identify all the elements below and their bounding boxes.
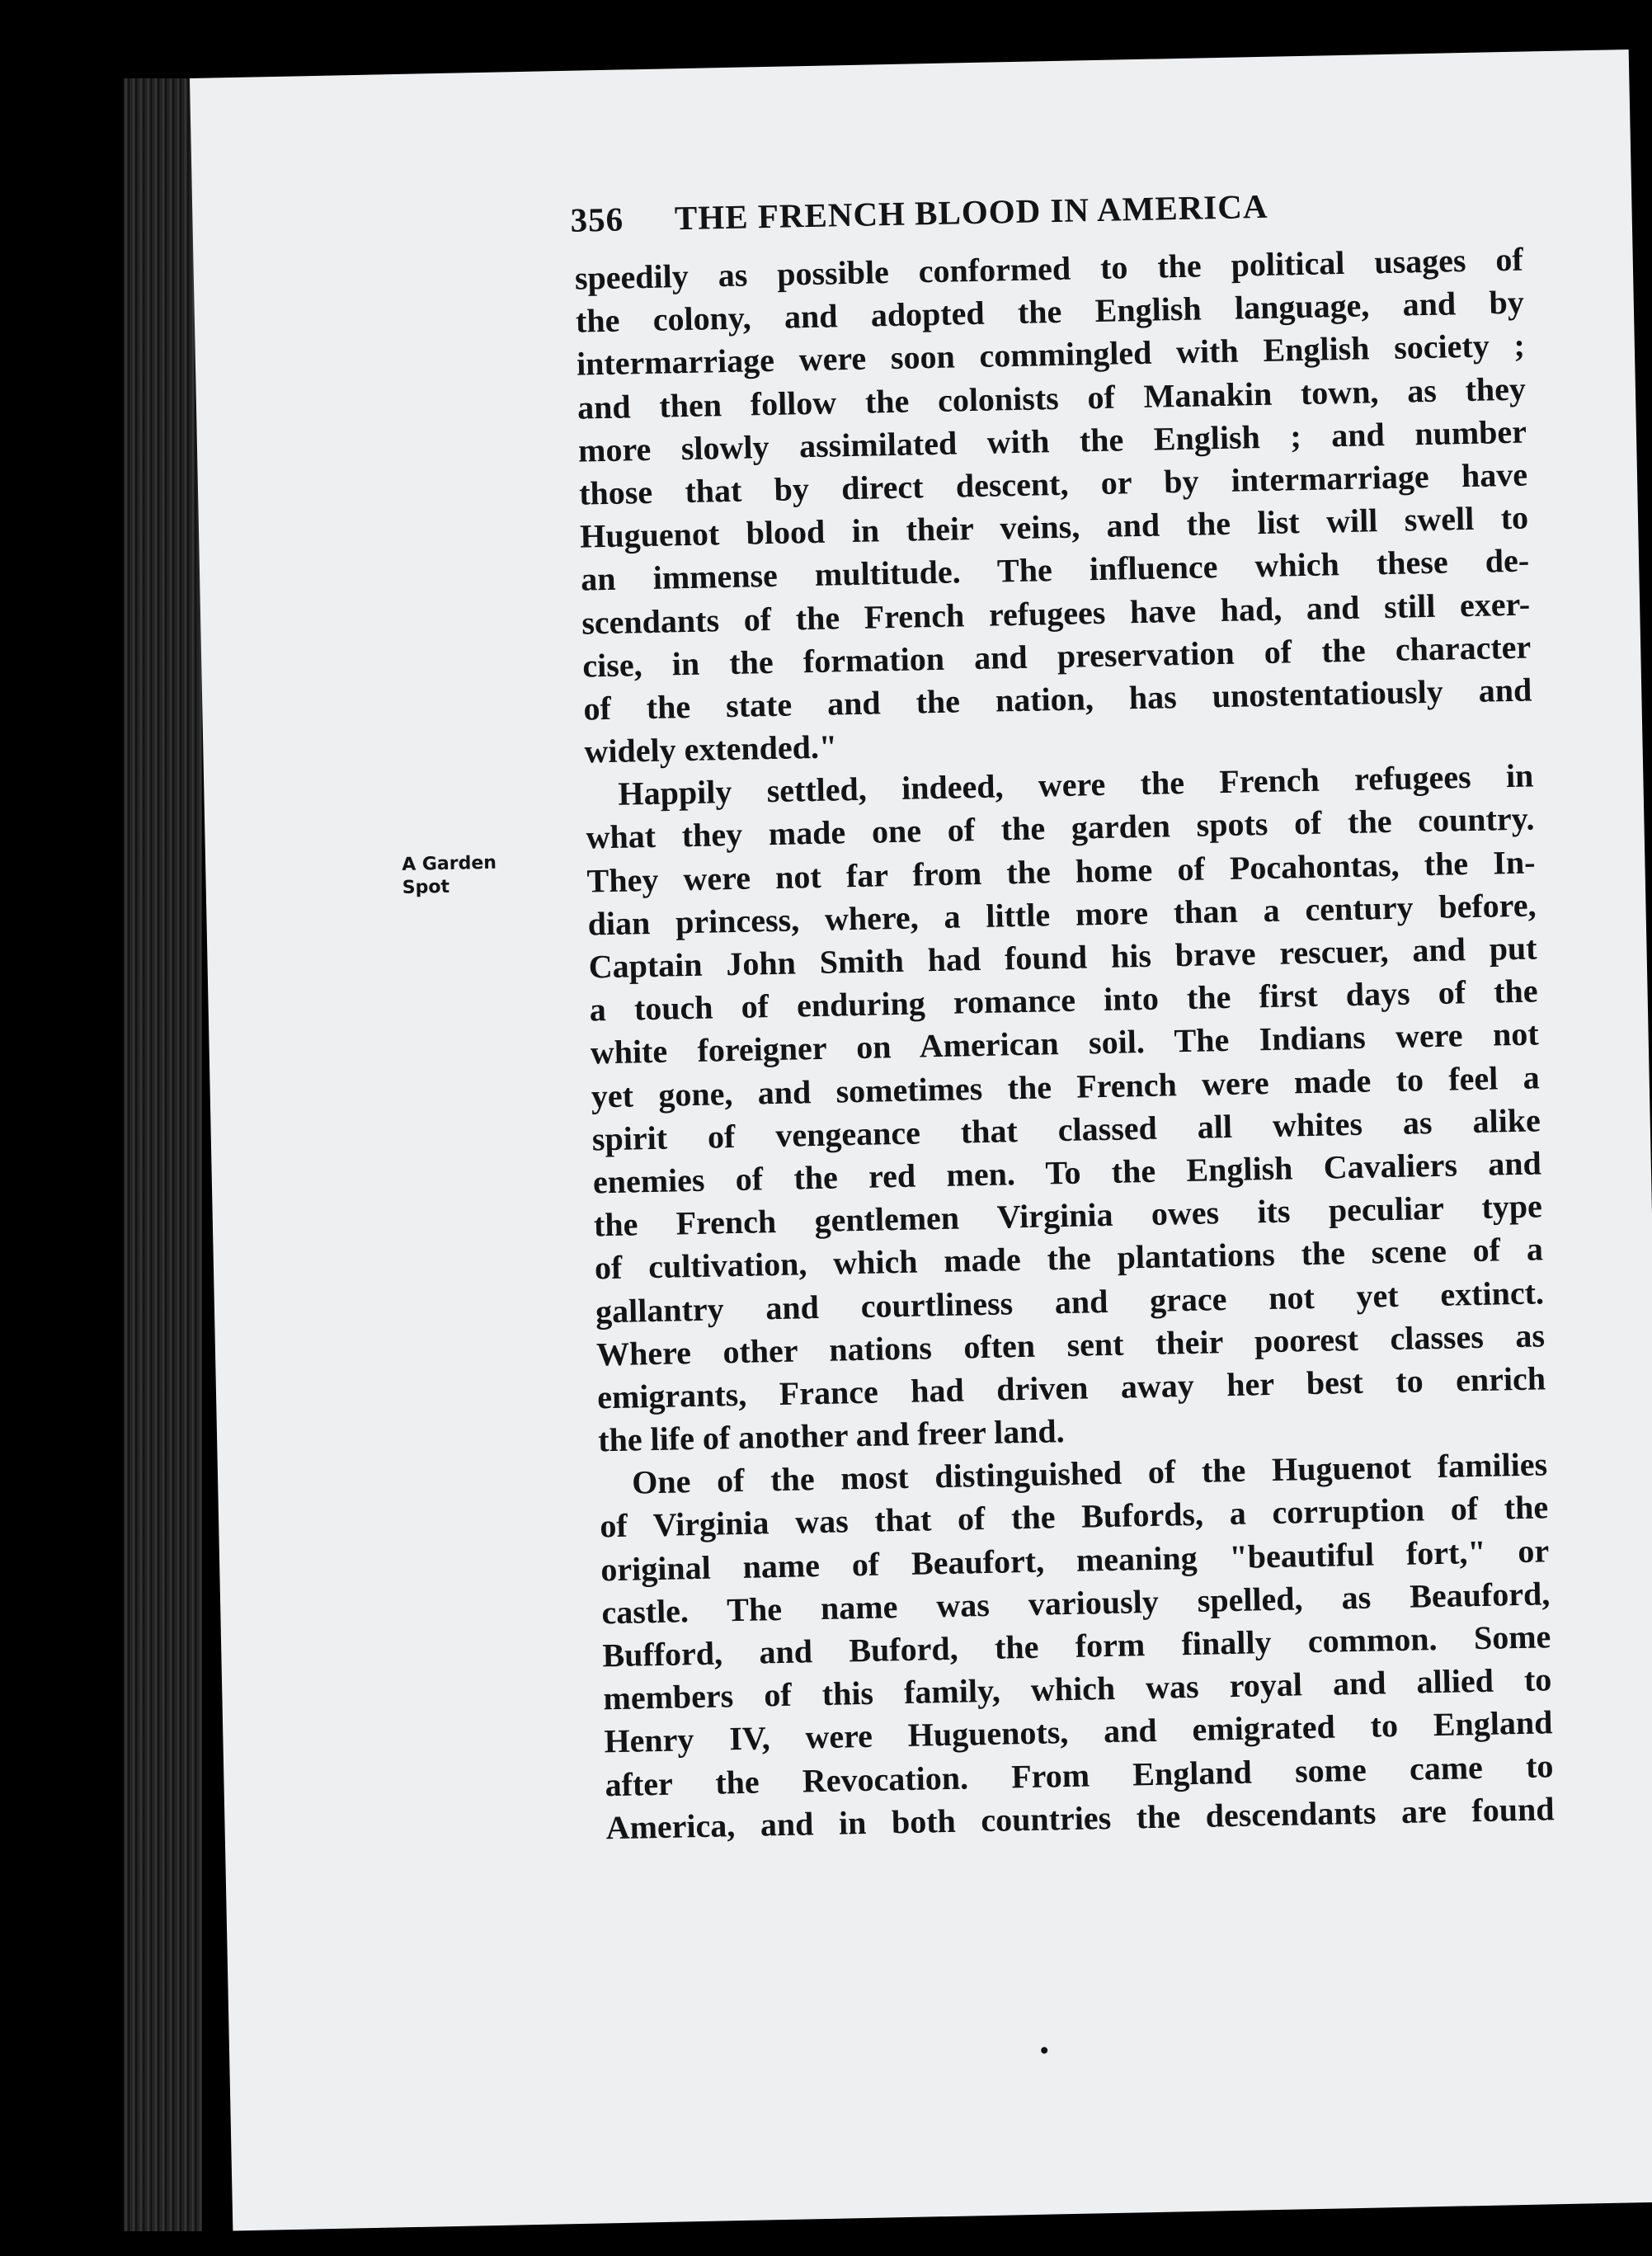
text-line: widely extended.": [584, 728, 838, 770]
margin-note-line: A Garden: [401, 852, 497, 876]
text-line: Happily settled, indeed, were the French refugees in: [618, 756, 1534, 812]
text-line: the colony, and adopted the English language, and by: [575, 283, 1525, 340]
text-line: more slowly assimilated with the English ; and number: [577, 412, 1527, 469]
margin-note-line: Spot: [402, 876, 450, 899]
text-line: white foreigner on American soil. The Indians were not: [590, 1015, 1540, 1071]
text-line: original name of Beaufort, meaning "beautiful fort," or: [600, 1531, 1550, 1588]
text-line: yet gone, and sometimes the French were made to feel a: [591, 1057, 1541, 1115]
text-line: scendants of the French refugees have had, and still exer-: [581, 585, 1531, 642]
text-line: cise, in the formation and preservation of the character: [581, 628, 1532, 685]
running-head: [570, 186, 1268, 240]
text-line: of Virginia was that of the Bufords, a corruption of the: [599, 1488, 1549, 1545]
text-line: an immense multitude. The influence which these de-: [580, 541, 1530, 598]
text-line: the French gentlemen Virginia owes its peculiar type: [593, 1187, 1543, 1244]
ink-speck: [1041, 2047, 1047, 2054]
text-line: speedily as possible conformed to the political usages of: [574, 240, 1524, 297]
text-line: castle. The name was variously spelled, as Beauford,: [600, 1575, 1551, 1632]
text-line: enemies of the red men. To the English Cavaliers and: [592, 1144, 1542, 1201]
text-line: a touch of enduring romance into the first days of the: [589, 972, 1538, 1029]
text-line: Henry IV, were Huguenots, and emigrated to England: [604, 1703, 1553, 1760]
book-page-edges: [124, 78, 202, 2231]
text-line: and then follow the colonists of Manakin town, as they: [577, 370, 1527, 426]
body-text: [574, 238, 1555, 1850]
text-line: what they made one of the garden spots of the country.: [586, 799, 1535, 856]
book-title: THE FRENCH BLOOD IN AMERICA: [674, 186, 1268, 238]
paragraph-1: [574, 238, 1532, 774]
margin-note: [402, 852, 497, 900]
text-line: Captain John Smith had found his brave rescuer, and put: [588, 929, 1537, 986]
text-line: members of this family, which was royal and allied to: [603, 1660, 1552, 1717]
book-page: [190, 49, 1652, 2230]
paragraph-2: [585, 755, 1547, 1462]
text-line: Bufford, and Buford, the form finally common. Some: [602, 1618, 1551, 1674]
text-line: gallantry and courtliness and grace not yet extinct.: [595, 1273, 1545, 1330]
text-line: of the state and the nation, has unostentatiously and: [582, 671, 1532, 728]
text-line: dian princess, where, a little more than a century before,: [587, 886, 1537, 943]
text-line: Huguenot blood in their veins, and the list will swell to: [579, 498, 1529, 555]
text-line: the life of another and freer land.: [597, 1412, 1066, 1459]
text-line: emigrants, France had driven away her best to enrich: [596, 1359, 1546, 1416]
text-line: intermarriage were soon commingled with English society ;: [576, 326, 1526, 384]
text-line: of cultivation, which made the plantations the scene of a: [594, 1230, 1544, 1287]
page-number: 356: [570, 200, 624, 239]
text-line: Where other nations often sent their poorest classes as: [595, 1316, 1546, 1373]
paragraph-3: [599, 1444, 1555, 1850]
text-line: They were not far from the home of Pocahontas, the In-: [586, 843, 1536, 900]
text-line: those that by direct descent, or by intermarriage have: [578, 455, 1528, 512]
text-line: One of the most distinguished of the Huguenot families: [631, 1445, 1548, 1501]
text-line: after the Revocation. From England some came to: [605, 1746, 1554, 1803]
text-line: America, and in both countries the descendants are found: [605, 1789, 1555, 1847]
text-line: spirit of vengeance that classed all whites as alike: [591, 1101, 1541, 1158]
